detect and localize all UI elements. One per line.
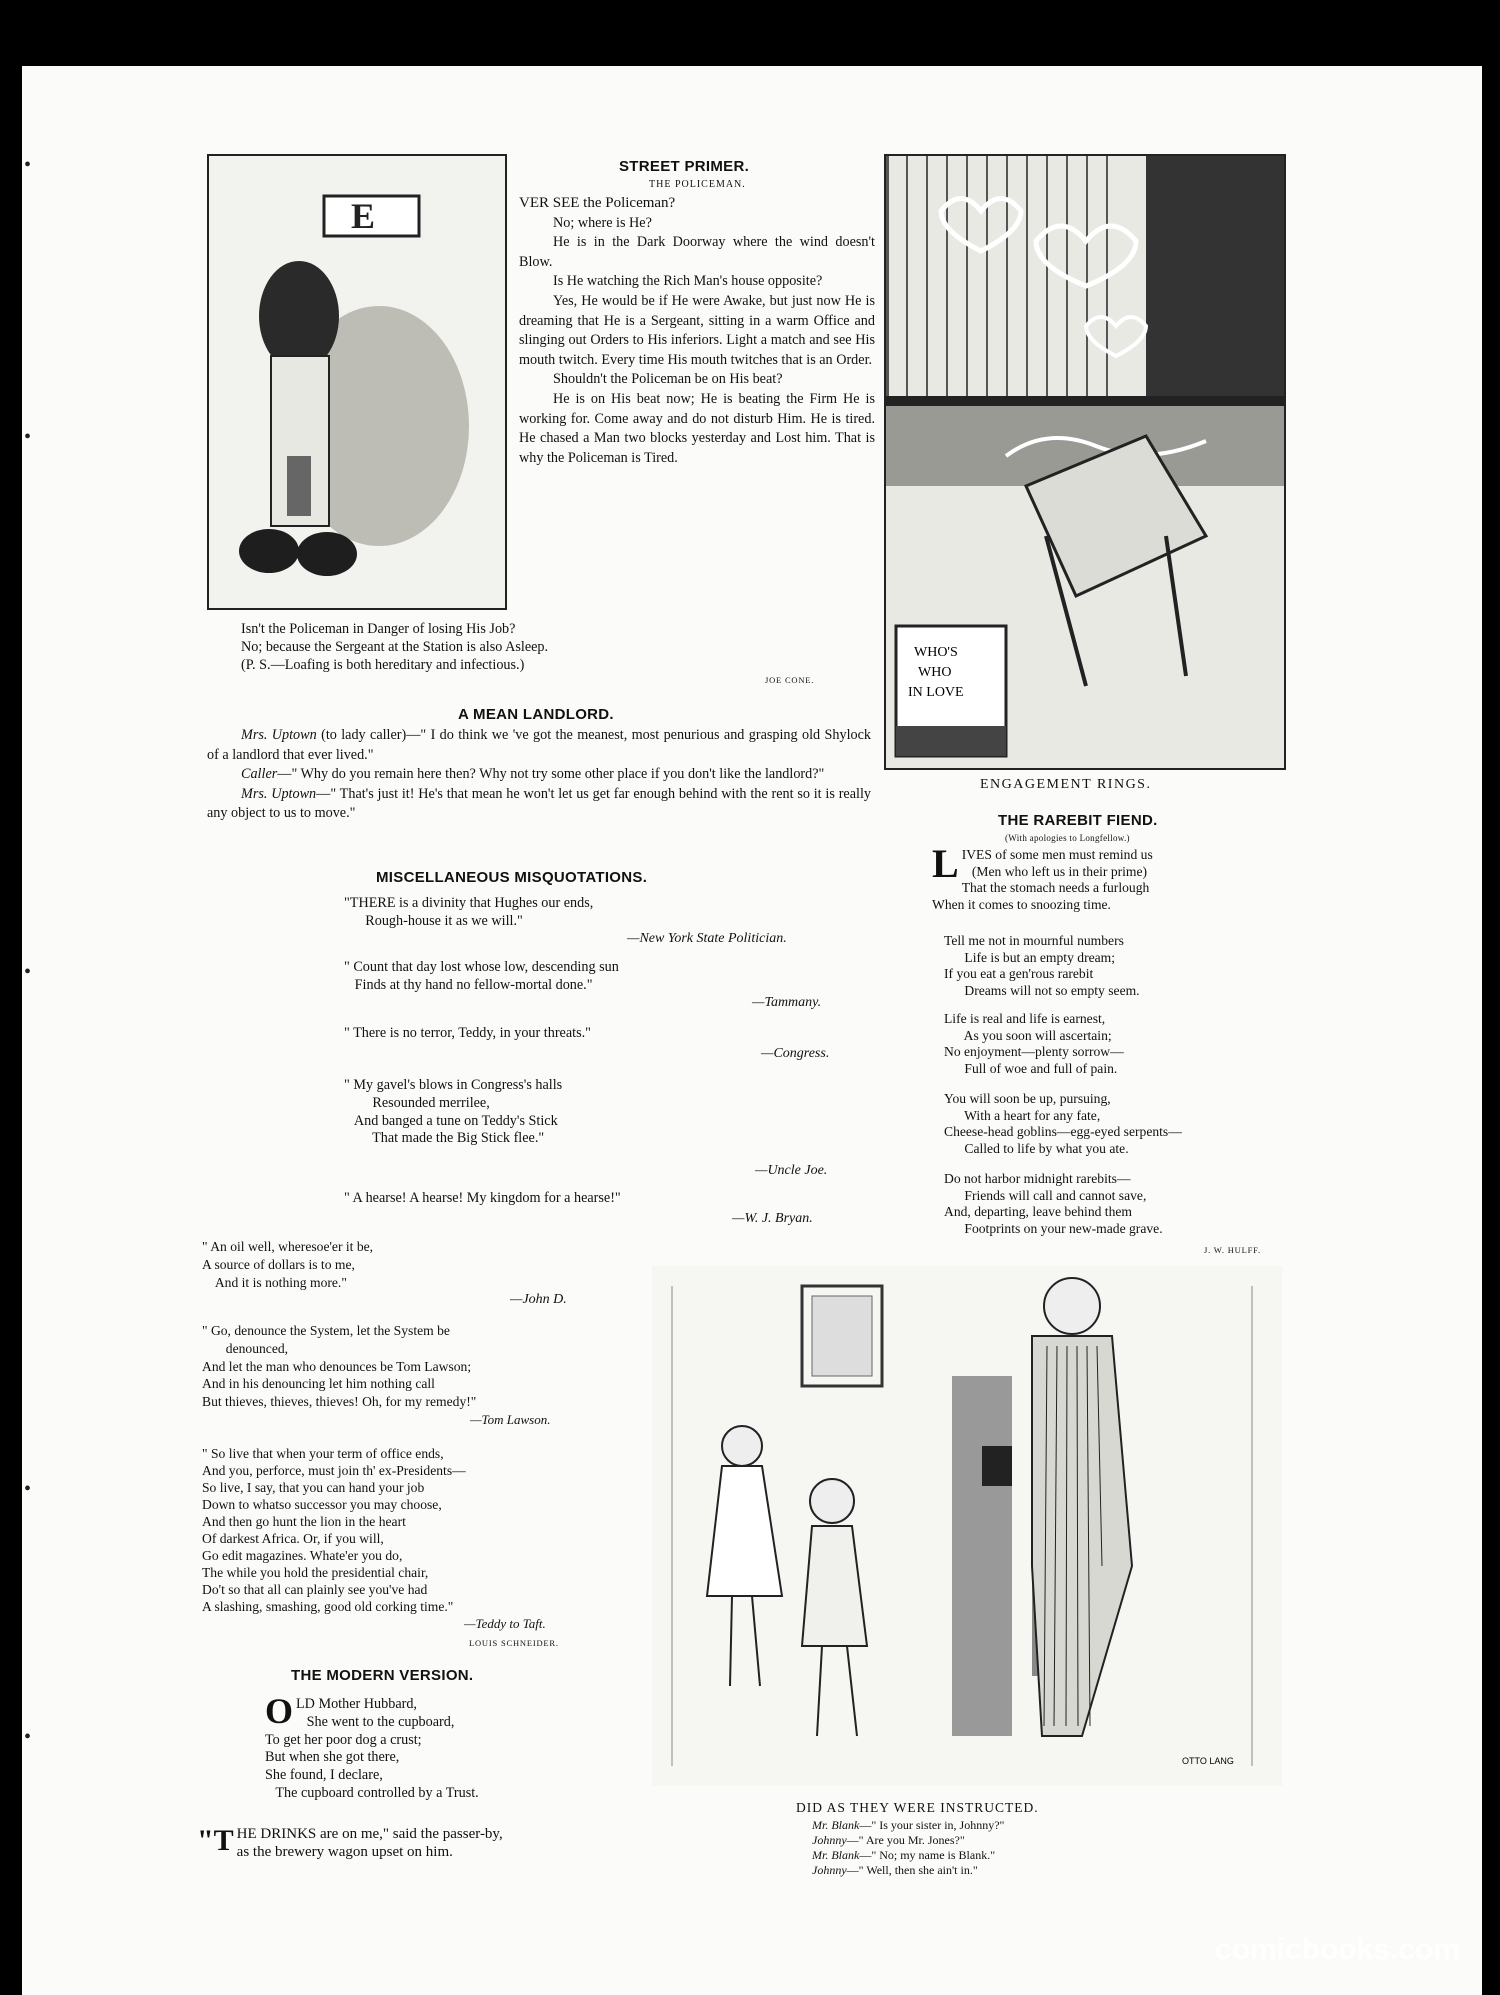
rarebit-stanza-1 (932, 841, 1312, 913)
book-title-line: WHO'S (914, 645, 958, 660)
policeman-illustration (207, 154, 507, 610)
paragraph: Yes, He would be if He were Awake, but just now He is dreaming that He is a Sergeant, sitting in a warm Office and slinging out Orders to His inferiors. Light a match and see His mouth twitch. Every time His mouth twitches that is an Order. (519, 292, 875, 368)
text-line: No enjoyment—plenty sorrow— (944, 1044, 1124, 1059)
paragraph (207, 785, 871, 824)
misquote-5 (344, 1190, 621, 1208)
engagement-rings-illustration (884, 154, 1286, 770)
text-line: Finds at thy hand no fellow-mortal done." (344, 976, 593, 993)
text-line: Resounded merrilee, (344, 1094, 490, 1111)
rarebit-stanza-3 (944, 1011, 1124, 1077)
dialogue-text: —" Why do you remain here then? Why not try some other place if you don't like the landlord?" (277, 766, 825, 783)
artist-signature: OTTO LANG (1182, 1756, 1234, 1766)
text-line: Full of woe and full of pain. (944, 1060, 1118, 1076)
attribution: —Congress. (761, 1046, 830, 1061)
text-line: Life is but an empty dream; (944, 949, 1116, 965)
engagement-rings-caption: ENGAGEMENT RINGS. (980, 777, 1152, 792)
binding-mark: • (24, 961, 32, 983)
text-line: IVES of some men must remind us (961, 847, 1153, 862)
dialogue-text: (to lady caller)—" I do think we 've got the meanest, most penurious and grasping old Shylock of a landlord that ever lived." (207, 727, 871, 763)
text-line: Cheese-head goblins—egg-eyed serpents— (944, 1124, 1182, 1139)
text-line: Friends will call and cannot save, (944, 1187, 1147, 1203)
text-line: And then go hunt the lion in the heart (202, 1514, 406, 1529)
text-line: denounced, (202, 1340, 289, 1356)
text-line: And it is nothing more." (202, 1274, 347, 1290)
speaker: Mrs. Uptown (241, 727, 317, 743)
dialogue-line (812, 1848, 1004, 1863)
signature: J. W. HULFF. (1204, 1245, 1261, 1255)
text-line: Tell me not in mournful numbers (944, 933, 1124, 948)
rarebit-stanza-4 (944, 1091, 1182, 1157)
street-primer-body (519, 194, 875, 468)
text-line: That the stomach needs a furlough (961, 880, 1150, 895)
paragraph (207, 726, 871, 765)
text-line: HE DRINKS are on me," said the passer-by, (236, 1826, 503, 1842)
instructed-illustration (652, 1266, 1282, 1786)
smoking-woman-drawing (886, 156, 1284, 768)
text-line: But when she got there, (265, 1749, 400, 1766)
text-line: As you soon will ascertain; (944, 1027, 1112, 1043)
modern-version-poem (265, 1691, 625, 1803)
rarebit-fiend-title: THE RAREBIT FIEND. (998, 812, 1158, 829)
drop-cap: O (265, 1691, 294, 1731)
text-line: " An oil well, wheresoe'er it be, (202, 1239, 374, 1254)
text-line: " So live that when your term of office ends, (202, 1446, 444, 1461)
text-line: Isn't the Policeman in Danger of losing His Job? (241, 621, 516, 637)
text-line: " There is no terror, Teddy, in your threats." (344, 1025, 591, 1041)
rarebit-fiend-subtitle: (With apologies to Longfellow.) (1005, 833, 1130, 843)
paragraph (207, 765, 871, 785)
dialogue-text: —" Is your sister in, Johnny?" (859, 1818, 1005, 1832)
boy-drawing (209, 156, 505, 608)
misquote-left-3 (202, 1445, 466, 1615)
street-primer-subtitle: THE POLICEMAN. (649, 179, 746, 190)
text-line: And, departing, leave behind them (944, 1204, 1132, 1219)
binding-mark: • (24, 1478, 32, 1500)
binding-mark: • (24, 1726, 32, 1748)
misquote-1 (344, 895, 593, 931)
text-line: And you, perforce, must join th' ex-Presidents— (202, 1463, 466, 1478)
text-line: Dreams will not so empty seem. (944, 982, 1140, 998)
text-line: Do't so that all can plainly see you've had (202, 1582, 428, 1597)
attribution: —W. J. Bryan. (732, 1211, 813, 1226)
text-line: And in his denouncing let him nothing call (202, 1376, 435, 1392)
text-line: To get her poor dog a crust; (265, 1731, 422, 1748)
drinks-joke (197, 1826, 627, 1862)
book-title-line: WHO (918, 665, 952, 680)
text-line: "THERE is a divinity that Hughes our ends, (344, 895, 594, 911)
text-line: Rough-house it as we will." (344, 912, 523, 929)
street-primer-title: STREET PRIMER. (619, 158, 750, 175)
text-line: Of darkest Africa. Or, if you will, (202, 1531, 384, 1546)
paragraph: He is on His beat now; He is beating the Firm He is working for. Come away and do not disturb Him. He is tired. He chased a Man two blocks yesterday and Lost him. That is why the Policeman is Tired. (519, 390, 875, 466)
text-line: She found, I declare, (265, 1767, 383, 1784)
modern-version-title: THE MODERN VERSION. (291, 1667, 474, 1684)
text-line: LD Mother Hubbard, (296, 1696, 417, 1712)
text-line: And banged a tune on Teddy's Stick (344, 1112, 558, 1129)
text-line: She went to the cupboard, (296, 1713, 455, 1730)
speaker: Mr. Blank (812, 1818, 860, 1832)
text-line: as the brewery wagon upset on him. (236, 1843, 453, 1860)
binding-mark: • (24, 426, 32, 448)
paragraph: VER SEE the Policeman? (519, 195, 676, 211)
text-line: Life is real and life is earnest, (944, 1011, 1106, 1026)
text-line: If you eat a gen'rous rarebit (944, 966, 1094, 981)
dialogue-text: —" Well, then she ain't in." (846, 1863, 978, 1877)
text-line: Do not harbor midnight rarebits— (944, 1171, 1131, 1186)
text-line: " Count that day lost whose low, descending sun (344, 959, 619, 975)
magazine-page (22, 66, 1482, 1995)
misquote-3 (344, 1025, 591, 1043)
dialogue-line (812, 1833, 1004, 1848)
misquote-left-2 (202, 1322, 476, 1411)
signature: JOE CONE. (765, 675, 815, 685)
text-line: That made the Big Stick flee." (344, 1130, 545, 1147)
speaker: Johnny (812, 1833, 847, 1847)
text-line: And let the man who denounces be Tom Lawson; (202, 1358, 472, 1374)
text-line: The while you hold the presidential chair, (202, 1565, 429, 1580)
book-title-line: IN LOVE (908, 685, 964, 700)
dialogue-text: —" That's just it! He's that mean he won't let us get far enough behind with the rent so it is really any object to us to move." (207, 785, 871, 822)
rarebit-stanza-2 (944, 933, 1140, 999)
text-line: A source of dollars is to me, (202, 1256, 355, 1272)
paragraph: He is in the Dark Doorway where the wind doesn't Blow. (519, 234, 875, 270)
children-and-gentleman-drawing (652, 1266, 1282, 1786)
text-line: A slashing, smashing, good old corking time." (202, 1599, 454, 1614)
site-watermark: comicbooks.com (1214, 1933, 1460, 1966)
attribution: —Teddy to Taft. (464, 1616, 546, 1631)
text-line: " My gavel's blows in Congress's halls (344, 1077, 563, 1093)
misquote-4 (344, 1077, 562, 1148)
mean-landlord-body (207, 726, 871, 824)
drop-cap: L (932, 841, 959, 886)
misquote-2 (344, 959, 619, 995)
misquote-left-1 (202, 1238, 373, 1291)
attribution: —Tom Lawson. (470, 1412, 551, 1427)
text-line: But thieves, thieves, thieves! Oh, for my remedy!" (202, 1394, 477, 1410)
text-line: When it comes to snoozing time. (932, 896, 1111, 912)
text-line: Go edit magazines. Whate'er you do, (202, 1548, 403, 1563)
paragraph: No; where is He? (553, 214, 652, 231)
dialogue-text: —" No; my name is Blank." (859, 1848, 996, 1862)
misquotations-title: MISCELLANEOUS MISQUOTATIONS. (376, 869, 648, 886)
text-line: You will soon be up, pursuing, (944, 1091, 1111, 1106)
dialogue-line (812, 1818, 1004, 1833)
text-line: " Go, denounce the System, let the System be (202, 1323, 450, 1338)
attribution: —Tammany. (752, 995, 822, 1010)
instructed-caption: DID AS THEY WERE INSTRUCTED. (796, 1800, 1039, 1815)
text-line: With a heart for any fate, (944, 1107, 1101, 1123)
rarebit-stanza-5 (944, 1171, 1163, 1237)
speaker: Caller (241, 766, 278, 783)
street-primer-tail (241, 621, 881, 674)
text-line: The cupboard controlled by a Trust. (265, 1784, 479, 1801)
text-line: No; because the Sergeant at the Station is also Asleep. (241, 638, 549, 655)
attribution: —New York State Politician. (627, 931, 787, 946)
paragraph: Shouldn't the Policeman be on His beat? (553, 371, 783, 388)
text-line: " A hearse! A hearse! My kingdom for a hearse!" (344, 1190, 621, 1206)
paragraph: Is He watching the Rich Man's house opposite? (553, 273, 823, 290)
mean-landlord-title: A MEAN LANDLORD. (458, 706, 614, 723)
drop-cap: "T (197, 1824, 234, 1857)
speaker: Johnny (812, 1863, 847, 1877)
svg-text:E: E (351, 196, 376, 236)
text-line: Called to life by what you ate. (944, 1140, 1129, 1156)
text-line: So live, I say, that you can hand your job (202, 1480, 425, 1495)
text-line: Footprints on your new-made grave. (944, 1220, 1163, 1236)
instructed-dialogue (812, 1818, 1004, 1878)
binding-mark: • (24, 154, 32, 176)
speaker: Mrs. Uptown (241, 785, 317, 802)
dialogue-text: —" Are you Mr. Jones?" (846, 1833, 965, 1847)
text-line: (P. S.—Loafing is both hereditary and infectious.) (241, 656, 525, 673)
speaker: Mr. Blank (812, 1848, 860, 1862)
text-line: (Men who left us in their prime) (961, 863, 1148, 879)
attribution: —John D. (510, 1292, 567, 1307)
attribution: —Uncle Joe. (755, 1163, 828, 1178)
text-line: Down to whatso successor you may choose, (202, 1497, 442, 1512)
dialogue-line (812, 1863, 1004, 1878)
signature: LOUIS SCHNEIDER. (469, 1638, 559, 1648)
